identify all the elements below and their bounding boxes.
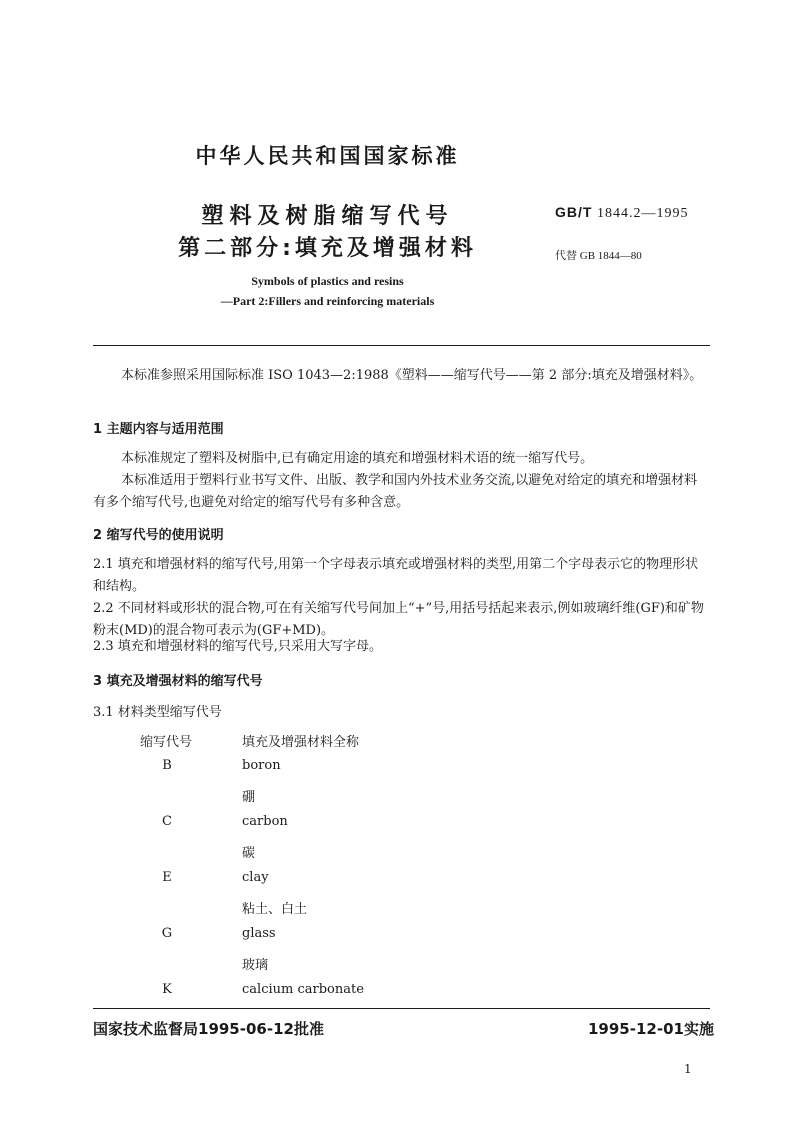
clause-2-3: 2.3 填充和增强材料的缩写代号,只采用大写字母。 bbox=[93, 639, 382, 654]
table-row-name-cn: 硼 bbox=[242, 790, 256, 805]
table-row-code: K bbox=[162, 982, 172, 997]
column-header-name: 填充及增强材料全称 bbox=[242, 735, 360, 750]
table-row-name-en: carbon bbox=[242, 814, 288, 829]
document-title-line1: 塑料及树脂缩写代号 bbox=[201, 204, 454, 229]
section1-paragraph1: 本标准规定了塑料及树脂中,已有确定用途的填充和增强材料术语的统一缩写代号。 bbox=[121, 451, 594, 466]
national-standard-title: 中华人民共和国国家标准 bbox=[195, 144, 460, 168]
column-header-code: 缩写代号 bbox=[140, 735, 193, 750]
table-row-code: C bbox=[162, 814, 172, 829]
table-row-name-en: boron bbox=[242, 758, 281, 773]
english-title-line1: Symbols of plastics and resins bbox=[251, 274, 404, 288]
header-divider bbox=[93, 345, 710, 346]
standard-prefix: GB/T bbox=[555, 204, 593, 220]
standard-code: 1844.2—1995 bbox=[596, 206, 689, 221]
footer-divider bbox=[93, 1008, 710, 1009]
section3-heading: 3 填充及增强材料的缩写代号 bbox=[93, 674, 263, 689]
table-row-name-cn: 玻璃 bbox=[242, 958, 269, 973]
table-row-code: G bbox=[161, 926, 173, 941]
table-row-code: E bbox=[162, 870, 172, 885]
clause-2-2: 2.2 不同材料或形状的混合物,可在有关缩写代号间加上“+”号,用括号括起来表示,例如玻璃纤维(GF)和矿物粉末(MD)的混合物可表示为(GF+MD)。 bbox=[93, 601, 704, 638]
section1-paragraph2: 本标准适用于塑料行业书写文件、出版、教学和国内外技术业务交流,以避免对给定的填充和增强材料有多个缩写代号,也避免对给定的缩写代号有多种含意。 bbox=[93, 473, 698, 510]
section1-heading: 1 主题内容与适用范围 bbox=[93, 422, 224, 437]
section2-heading: 2 缩写代号的使用说明 bbox=[93, 528, 224, 543]
table-row-code: B bbox=[162, 758, 172, 773]
approval-date: 国家技术监督局1995-06-12批准 bbox=[93, 1020, 324, 1038]
clause-2-1: 2.1 填充和增强材料的缩写代号,用第一个字母表示填充或增强材料的类型,用第二个字母表示它的物理形状和结构。 bbox=[93, 557, 699, 594]
table-row-name-en: calcium carbonate bbox=[242, 982, 364, 997]
effective-date: 1995-12-01实施 bbox=[588, 1020, 714, 1038]
intro-paragraph: 本标准参照采用国际标准 ISO 1043—2:1988《塑料——缩写代号——第 2 部分:填充及增强材料》。 bbox=[121, 368, 703, 383]
standard-number bbox=[555, 204, 688, 222]
replaces-note: 代替 GB 1844—80 bbox=[555, 250, 642, 262]
table-row-name-cn: 碳 bbox=[242, 846, 256, 861]
table-row-name-en: clay bbox=[242, 870, 269, 885]
page-number: 1 bbox=[684, 1062, 692, 1076]
table-row-name-en: glass bbox=[242, 926, 276, 941]
document-title-line2: 第二部分:填充及增强材料 bbox=[178, 236, 477, 261]
subclause-3-1: 3.1 材料类型缩写代号 bbox=[93, 705, 222, 720]
english-title-line2: —Part 2:Fillers and reinforcing materials bbox=[220, 294, 435, 308]
table-row-name-cn: 粘土、白土 bbox=[242, 902, 308, 917]
